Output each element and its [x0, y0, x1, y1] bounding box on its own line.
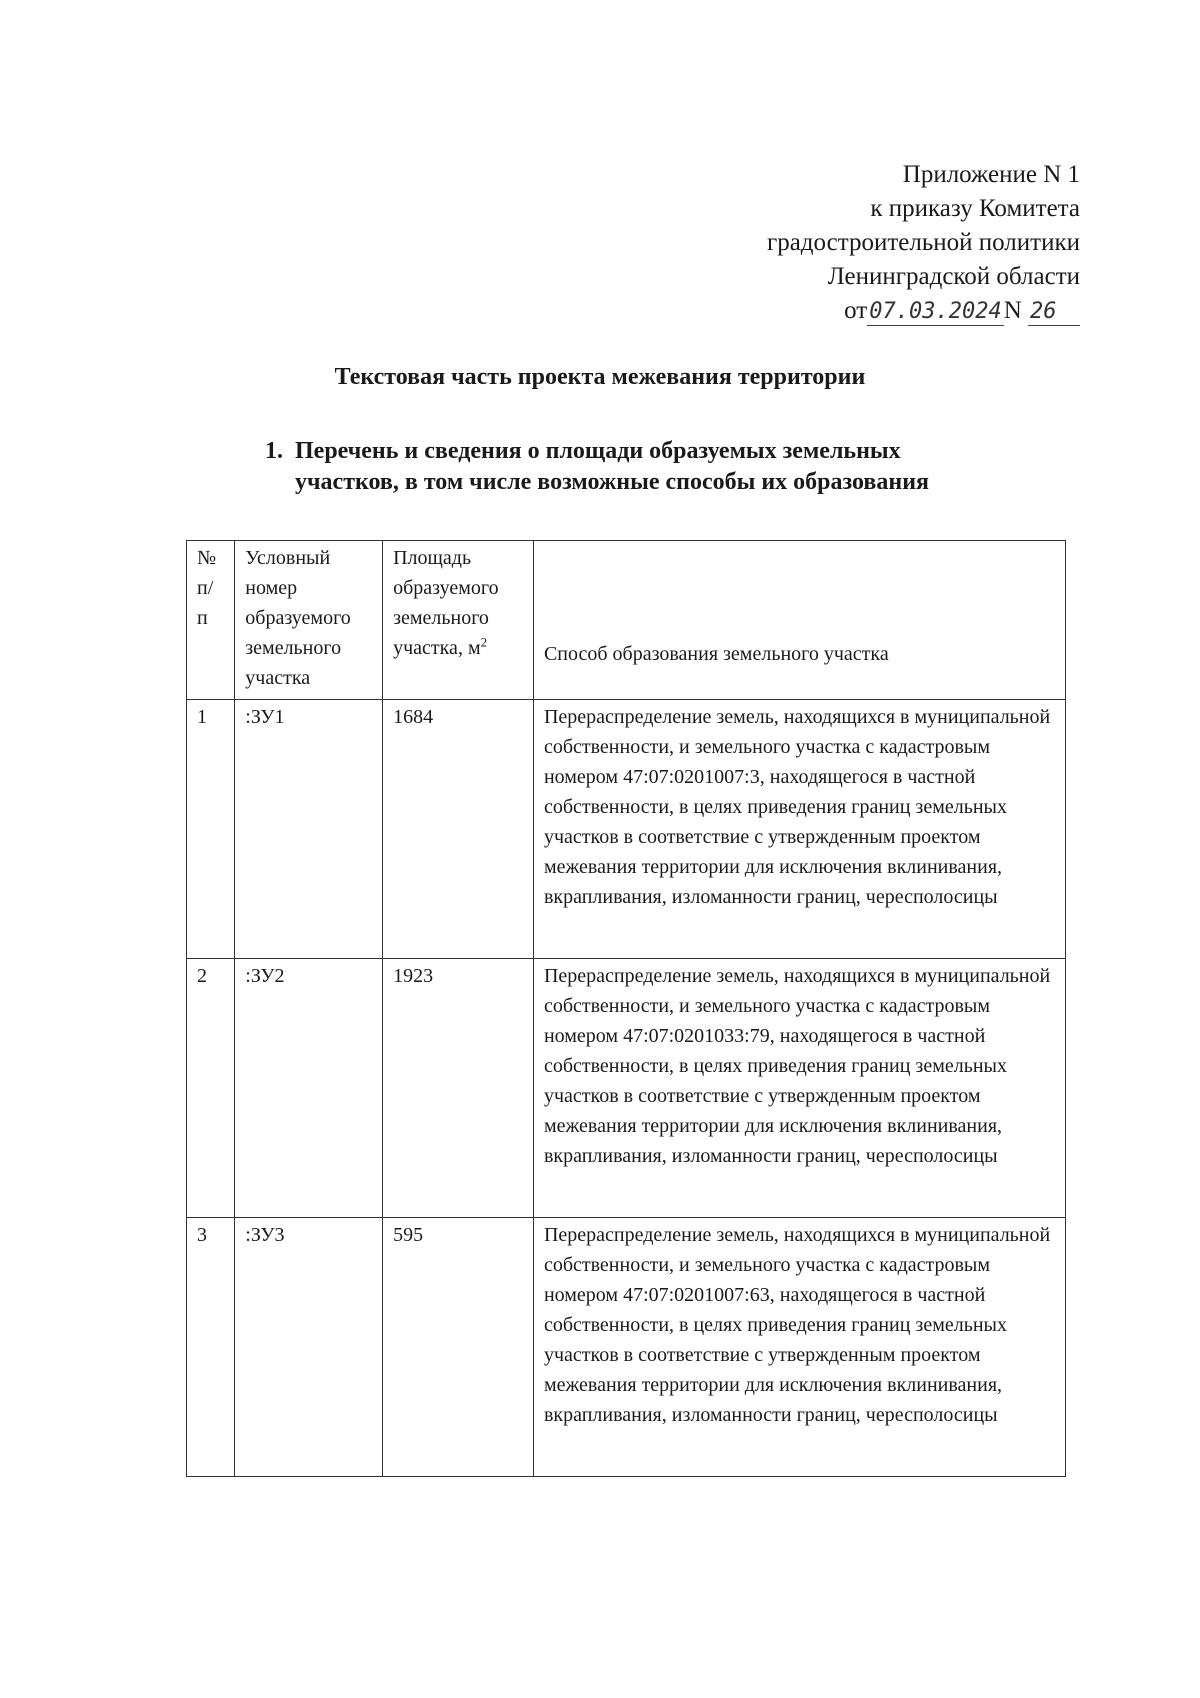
- main-title: Текстовая часть проекта межевания территории: [334, 364, 866, 390]
- row-code: :ЗУ2: [235, 959, 383, 1218]
- row-area: 595: [383, 1218, 534, 1477]
- row-area: 1923: [383, 959, 534, 1218]
- table-row: [187, 959, 1066, 1218]
- appendix-header: [767, 158, 1080, 328]
- table-row: [187, 1218, 1066, 1477]
- header-cell-area: Площадь образуемого земельного участка, $м^2$: [383, 541, 534, 700]
- header-cell-method: Способ образования земельного участка: [533, 541, 1065, 700]
- row-method: Перераспределение земель, находящихся в муниципальной собственности, и земельного участка с кадастровым номером 47:07:0201007:3, находящегося в частной собственности, в целях приведения границ земельных участков в соответствие с утвержденным проектом межевания территории для исключения вклинивания, вкрапливания, изломанности границ, чересполосицы: [533, 700, 1065, 959]
- row-number: 2: [187, 959, 235, 1218]
- row-code: :ЗУ1: [235, 700, 383, 959]
- section-title-line1: Перечень и сведения о площади образуемых земельных: [295, 438, 901, 464]
- table-header-row: [187, 541, 1066, 700]
- row-number: 1: [187, 700, 235, 959]
- table-row: [187, 700, 1066, 959]
- number-prefix: N: [1003, 297, 1022, 324]
- section-title-line2: участков, в том числе возможные способы их образования: [295, 469, 930, 495]
- row-number: 3: [187, 1218, 235, 1477]
- appendix-line-region: Ленинградской области: [827, 263, 1080, 290]
- appendix-title: Приложение N 1: [902, 161, 1080, 188]
- header-cell-number: № п/ п: [187, 541, 235, 700]
- section-title: [265, 436, 929, 498]
- section-number: 1.: [265, 438, 283, 464]
- row-area: 1684: [383, 700, 534, 959]
- land-plots-table: [186, 540, 1066, 1477]
- date-prefix: от: [844, 297, 868, 324]
- row-code: :ЗУ3: [235, 1218, 383, 1477]
- handwritten-date: 07.03.2024: [869, 299, 1002, 324]
- appendix-line-order: к приказу Комитета: [870, 195, 1080, 222]
- row-method: Перераспределение земель, находящихся в муниципальной собственности, и земельного участка с кадастровым номером 47:07:0201007:63, находящегося в частной собственности, в целях приведения границ земельных участков в соответствие с утвержденным проектом межевания территории для исключения вклинивания, вкрапливания, изломанности границ, чересполосицы: [533, 1218, 1065, 1477]
- handwritten-number: 26: [1028, 299, 1080, 326]
- appendix-line-committee: градостроительной политики: [766, 229, 1080, 256]
- row-method: Перераспределение земель, находящихся в муниципальной собственности, и земельного участка с кадастровым номером 47:07:0201033:79, находящегося в частной собственности, в целях приведения границ земельных участков в соответствие с утвержденным проектом межевания территории для исключения вклинивания, вкрапливания, изломанности границ, чересполосицы: [533, 959, 1065, 1218]
- header-cell-code: Условный номер образуемого земельного участка: [235, 541, 383, 700]
- appendix-date-line: [767, 294, 1080, 328]
